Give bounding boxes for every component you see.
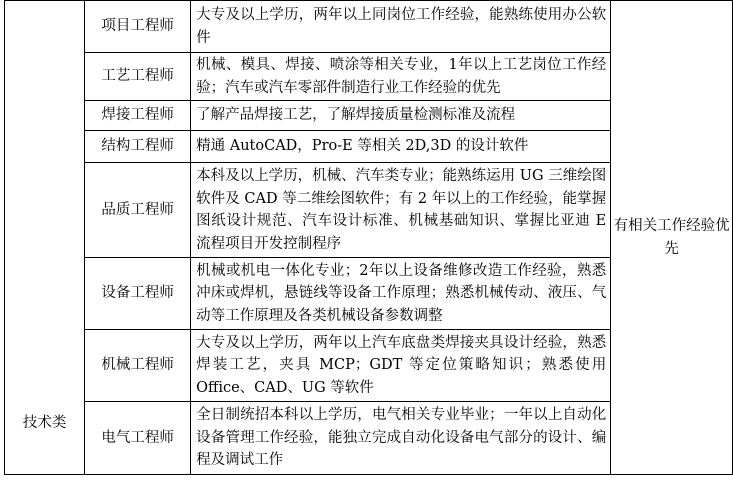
- preference-cell: 有相关工作经验优先: [611, 1, 733, 475]
- role-cell: 设备工程师: [85, 258, 191, 330]
- role-cell: 机械工程师: [85, 330, 191, 402]
- role-cell: 电气工程师: [85, 402, 191, 475]
- table-row: [5, 1, 733, 53]
- role-cell: 项目工程师: [85, 1, 191, 53]
- requirement-cell: 全日制统招本科以上学历，电气相关专业毕业；一年以上自动化设备管理工作经验，能独立完成自动化设备电气部分的设计、编程及调试工作: [191, 402, 611, 475]
- role-cell: 焊接工程师: [85, 101, 191, 131]
- requirement-cell: 本科及以上学历，机械、汽车类专业；能熟练运用 UG 三维绘图软件及 CAD 等二维绘图软件；有 2 年以上的工作经验，能掌握图纸设计规范、汽车设计标准、机械基础知识、掌握比亚迪 E 流程项目开发控制程序: [191, 163, 611, 258]
- requirement-cell: 机械、模具、焊接、喷涂等相关专业，1年以上工艺岗位工作经验；汽车或汽车零部件制造行业工作经验的优先: [191, 53, 611, 101]
- requirement-cell: 大专及以上学历，两年以上同岗位工作经验，能熟练使用办公软件: [191, 1, 611, 53]
- requirement-cell: 精通 AutoCAD，Pro-E 等相关 2D,3D 的设计软件: [191, 131, 611, 163]
- job-requirements-table: [4, 0, 733, 475]
- requirement-cell: 大专及以上学历，两年以上汽车底盘类焊接夹具设计经验，熟悉焊装工艺，夹具 MCP；GDT 等定位策略知识；熟悉使用 Office、CAD、UG 等软件: [191, 330, 611, 402]
- requirement-cell: 了解产品焊接工艺，了解焊接质量检测标准及流程: [191, 101, 611, 131]
- role-cell: 工艺工程师: [85, 53, 191, 101]
- requirement-cell: 机械或机电一体化专业；2年以上设备维修改造工作经验，熟悉冲床或焊机，悬链线等设备工作原理；熟悉机械传动、液压、气动等工作原理及各类机械设备参数调整: [191, 258, 611, 330]
- category-cell: 技术类: [5, 1, 85, 475]
- role-cell: 结构工程师: [85, 131, 191, 163]
- role-cell: 品质工程师: [85, 163, 191, 258]
